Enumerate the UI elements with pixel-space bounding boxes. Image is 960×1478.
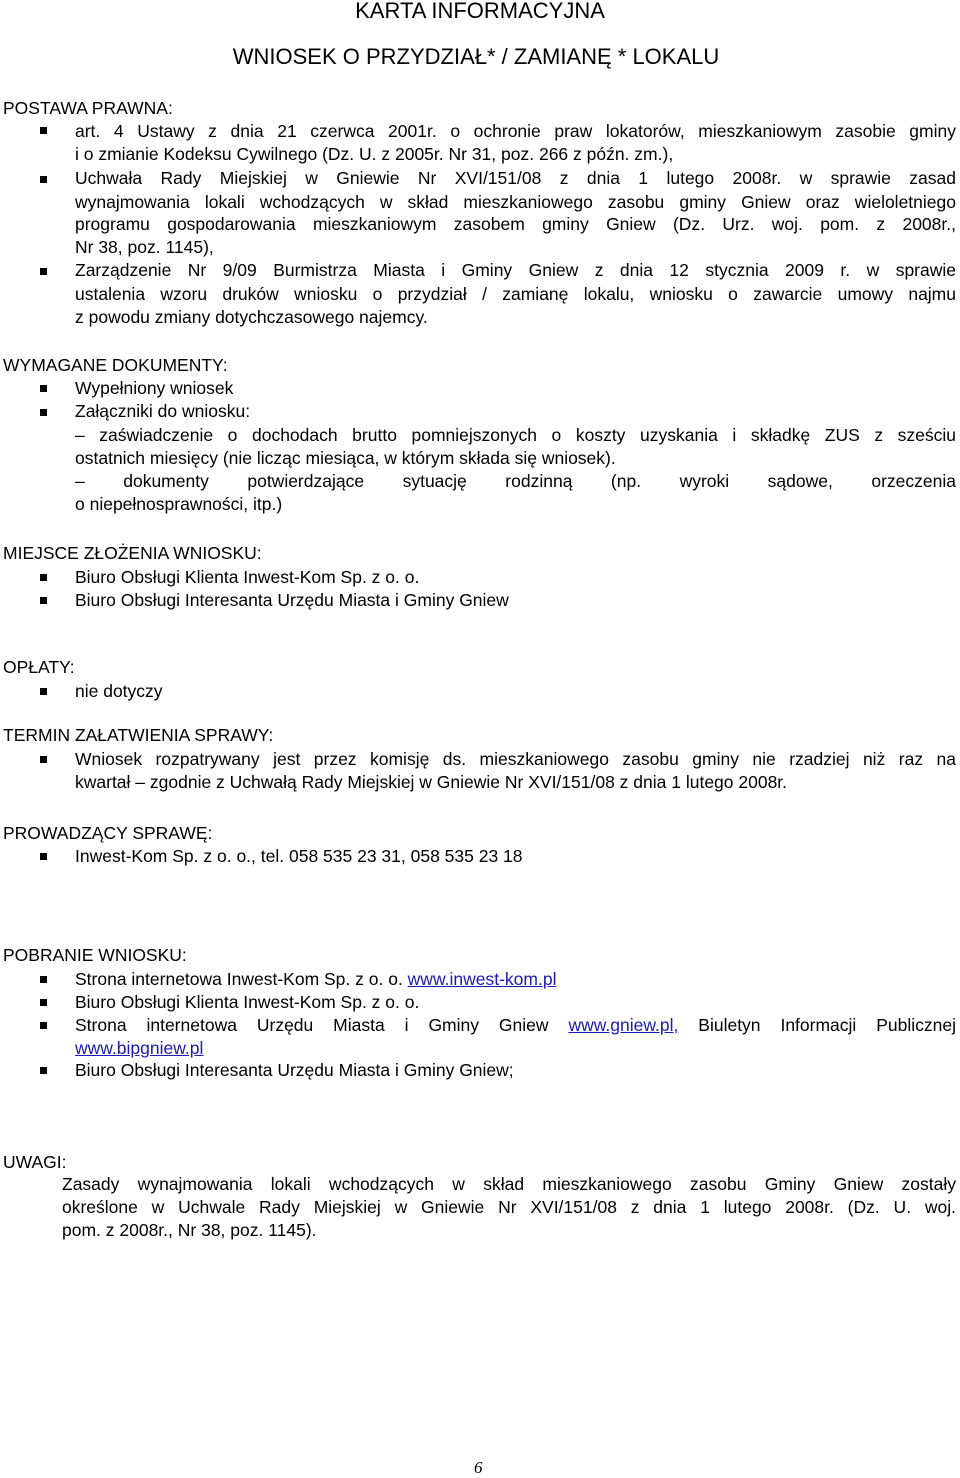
download-item-2: Biuro Obsługi Klienta Inwest-Kom Sp. z o. o. (75, 992, 420, 1012)
page-subtitle: WNIOSEK O PRZYDZIAŁ* / ZAMIANĘ * LOKALU (232, 44, 720, 69)
download-heading: POBRANIE WNIOSKU: (3, 945, 187, 965)
legal-basis-item-2-line-3: programu gospodarowania mieszkaniowym zasobem gminy Gniew (Dz. Urz. woj. pom. z 2008r., (75, 214, 956, 234)
bullet-icon (40, 268, 47, 275)
legal-basis-item-2-line-4: Nr 38, poz. 1145), (75, 237, 214, 257)
download-item-3-text: Strona internetowa Urzędu Miasta i Gminy Gniew (75, 1015, 549, 1035)
download-item-3-line-1 (75, 1014, 956, 1036)
legal-basis-item-3-line-3: z powodu zmiany dotychczasowego najemcy. (75, 307, 428, 327)
fees-item-1: nie dotyczy (75, 681, 163, 701)
bullet-icon (40, 597, 47, 604)
submission-item-1: Biuro Obsługi Klienta Inwest-Kom Sp. z o. o. (75, 567, 420, 587)
bullet-icon (40, 385, 47, 392)
bullet-icon (40, 176, 47, 183)
documents-sub-1-line-2: ostatnich miesięcy (nie licząc miesiąca, w którym składa się wniosek). (75, 448, 616, 468)
download-item-1-text: Strona internetowa Inwest-Kom Sp. z o. o. (75, 969, 408, 989)
documents-sub-2-line-1: – dokumenty potwierdzające sytuację rodzinną (np. wyroki sądowe, orzeczenia (75, 471, 956, 491)
notes-line-3: pom. z 2008r., Nr 38, poz. 1145). (62, 1220, 317, 1240)
bullet-icon (40, 1022, 47, 1029)
legal-basis-item-2-line-2: wynajmowania lokali wchodzących w skład mieszkaniowego zasobu gminy Gniew oraz wieloletniego (75, 192, 956, 212)
page-title: KARTA INFORMACYJNA (355, 0, 605, 23)
legal-basis-item-3-line-2: ustalenia wzoru druków wniosku o przydział / zamianę lokalu, wniosku o zawarcie umowy najmu (75, 284, 956, 304)
legal-basis-item-2-line-1: Uchwała Rady Miejskiej w Gniewie Nr XVI/151/08 z dnia 1 lutego 2008r. w sprawie zasad (75, 168, 956, 188)
download-item-1 (75, 968, 556, 990)
legal-basis-item-3-line-1: Zarządzenie Nr 9/09 Burmistrza Miasta i Gminy Gniew z dnia 12 stycznia 2009 r. w sprawie (75, 260, 956, 280)
bullet-icon (40, 688, 47, 695)
notes-line-1: Zasady wynajmowania lokali wchodzących w skład mieszkaniowego zasobu Gminy Gniew zostały (62, 1174, 956, 1194)
fees-heading: OPŁATY: (3, 657, 75, 677)
deadline-item-1-line-1: Wniosek rozpatrywany jest przez komisję ds. mieszkaniowego zasobu gminy nie rzadziej niż raz na (75, 749, 956, 769)
download-item-4: Biuro Obsługi Interesanta Urzędu Miasta i Gminy Gniew; (75, 1060, 514, 1080)
download-item-3-tail: Biuletyn Informacji Publicznej (698, 1015, 956, 1035)
documents-sub-1-line-1: – zaświadczenie o dochodach brutto pomniejszonych o koszty uzyskania i składkę ZUS z sześciu (75, 425, 956, 445)
notes-heading: UWAGI: (3, 1152, 67, 1172)
documents-item-2: Załączniki do wniosku: (75, 401, 251, 421)
legal-basis-item-1-line-2: i o zmianie Kodeksu Cywilnego (Dz. U. z 2005r. Nr 31, poz. 266 z późn. zm.), (75, 144, 674, 164)
bullet-icon (40, 1067, 47, 1074)
bullet-icon (40, 999, 47, 1006)
bullet-icon (40, 409, 47, 416)
deadline-item-1-line-2: kwartał – zgodnie z Uchwałą Rady Miejskiej w Gniewie Nr XVI/151/08 z dnia 1 lutego 2008r. (75, 772, 788, 792)
notes-line-2: określone w Uchwale Rady Miejskiej w Gniewie Nr XVI/151/08 z dnia 1 lutego 2008r. (Dz. U. woj. (62, 1197, 956, 1217)
bullet-icon (40, 976, 47, 983)
handler-item-1: Inwest-Kom Sp. z o. o., tel. 058 535 23 31, 058 535 23 18 (75, 846, 523, 866)
legal-basis-item-1-line-1: art. 4 Ustawy z dnia 21 czerwca 2001r. o ochronie praw lokatorów, mieszkaniowym zasobie gminy (75, 121, 956, 141)
page-number: 6 (474, 1458, 483, 1477)
gniew-link[interactable]: www.gniew.pl, (568, 1015, 679, 1035)
inwest-kom-link[interactable]: www.inwest-kom.pl (407, 969, 557, 989)
bullet-icon (40, 574, 47, 581)
download-item-3-line-2 (75, 1037, 203, 1059)
deadline-heading: TERMIN ZAŁATWIENIA SPRAWY: (3, 725, 274, 745)
submission-heading: MIEJSCE ZŁOŻENIA WNIOSKU: (3, 543, 262, 563)
bullet-icon (40, 756, 47, 763)
bipgniew-link[interactable]: www.bipgniew.pl (75, 1038, 204, 1058)
documents-heading: WYMAGANE DOKUMENTY: (3, 355, 228, 375)
bullet-icon (40, 127, 47, 134)
submission-item-2: Biuro Obsługi Interesanta Urzędu Miasta i Gminy Gniew (75, 590, 509, 610)
documents-sub-2-line-2: o niepełnosprawności, itp.) (75, 494, 283, 514)
handler-heading: PROWADZĄCY SPRAWĘ: (3, 823, 213, 843)
legal-basis-heading: POSTAWA PRAWNA: (3, 98, 173, 118)
documents-item-1: Wypełniony wniosek (75, 378, 234, 398)
bullet-icon (40, 853, 47, 860)
